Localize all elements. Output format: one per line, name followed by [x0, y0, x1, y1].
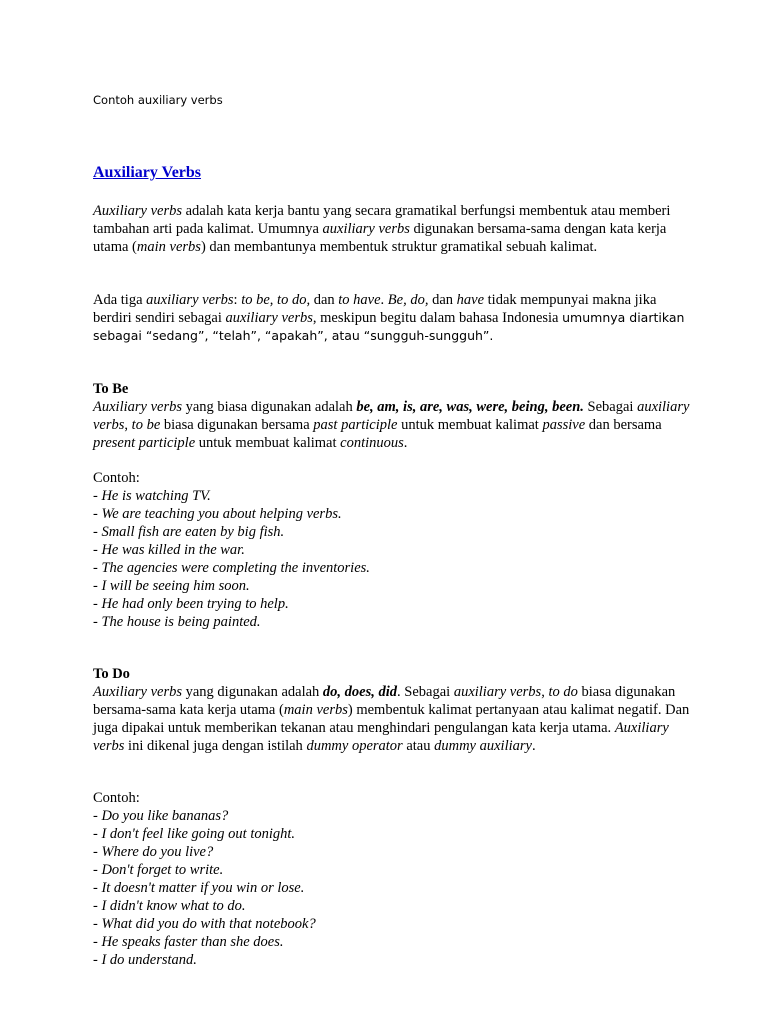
example-list	[93, 487, 693, 631]
example-item: - I didn't know what to do.	[93, 898, 246, 914]
example-item: - He speaks faster than she does.	[93, 934, 284, 950]
example-item: - The house is being painted.	[93, 614, 261, 630]
to-be-title: To Be	[93, 381, 129, 397]
intro-paragraph-2: Ada tiga auxiliary verbs: to be, to do, dan to have. Be, do, dan have tidak mempunyai makna jika berdiri sendiri sebagai auxiliary verbs, meskipun begitu dalam bahasa Indonesia umumnya diartikan sebagai “sedang”, “telah”, “apakah”, atau “sungguh-sungguh”.	[93, 292, 685, 343]
auxiliary-verbs-heading-link[interactable]: Auxiliary Verbs	[93, 164, 202, 181]
example-item: - I don't feel like going out tonight.	[93, 826, 296, 842]
document-title: Contoh auxiliary verbs	[93, 93, 223, 107]
to-be-description: Auxiliary verbs yang biasa digunakan adalah be, am, is, are, was, were, being, been. Sebagai auxiliary verbs, to be biasa digunakan bersama past participle untuk membuat kalimat passive dan bersama present participle untuk membuat kalimat continuous.	[93, 399, 690, 451]
example-list	[93, 807, 693, 969]
example-item: - Do you like bananas?	[93, 808, 229, 824]
example-item: - He is watching TV.	[93, 488, 211, 504]
examples-label: Contoh:	[93, 470, 140, 486]
examples-label: Contoh:	[93, 790, 140, 806]
example-item: - I do understand.	[93, 952, 197, 968]
intro-paragraph-1: Auxiliary verbs adalah kata kerja bantu yang secara gramatikal berfungsi membentuk atau memberi tambahan arti pada kalimat. Umumnya auxiliary verbs digunakan bersama-sama dengan kata kerja utama (main verbs) dan membantunya membentuk struktur gramatikal sebuah kalimat.	[93, 203, 671, 255]
example-item: - I will be seeing him soon.	[93, 578, 250, 594]
to-do-description: Auxiliary verbs yang digunakan adalah do, does, did. Sebagai auxiliary verbs, to do biasa digunakan bersama-sama kata kerja utama (main verbs) membentuk kalimat pertanyaan atau kalimat negatif. Dan juga dipakai untuk memberikan tekanan atau menghindari pengulangan kata kerja utama. Auxiliary verbs ini dikenal juga dengan istilah dummy operator atau dummy auxiliary.	[93, 684, 690, 754]
example-item: - He had only been trying to help.	[93, 596, 289, 612]
to-do-examples	[93, 789, 693, 969]
example-item: - Don't forget to write.	[93, 862, 224, 878]
to-be-section	[93, 380, 693, 452]
example-item: - Where do you live?	[93, 844, 214, 860]
example-item: - The agencies were completing the inventories.	[93, 560, 370, 576]
example-item: - Small fish are eaten by big fish.	[93, 524, 285, 540]
to-be-examples	[93, 469, 693, 631]
example-item: - We are teaching you about helping verbs.	[93, 506, 342, 522]
example-item: - He was killed in the war.	[93, 542, 245, 558]
example-item: - It doesn't matter if you win or lose.	[93, 880, 305, 896]
to-do-title: To Do	[93, 666, 130, 682]
example-item: - What did you do with that notebook?	[93, 916, 316, 932]
to-do-section	[93, 665, 693, 755]
